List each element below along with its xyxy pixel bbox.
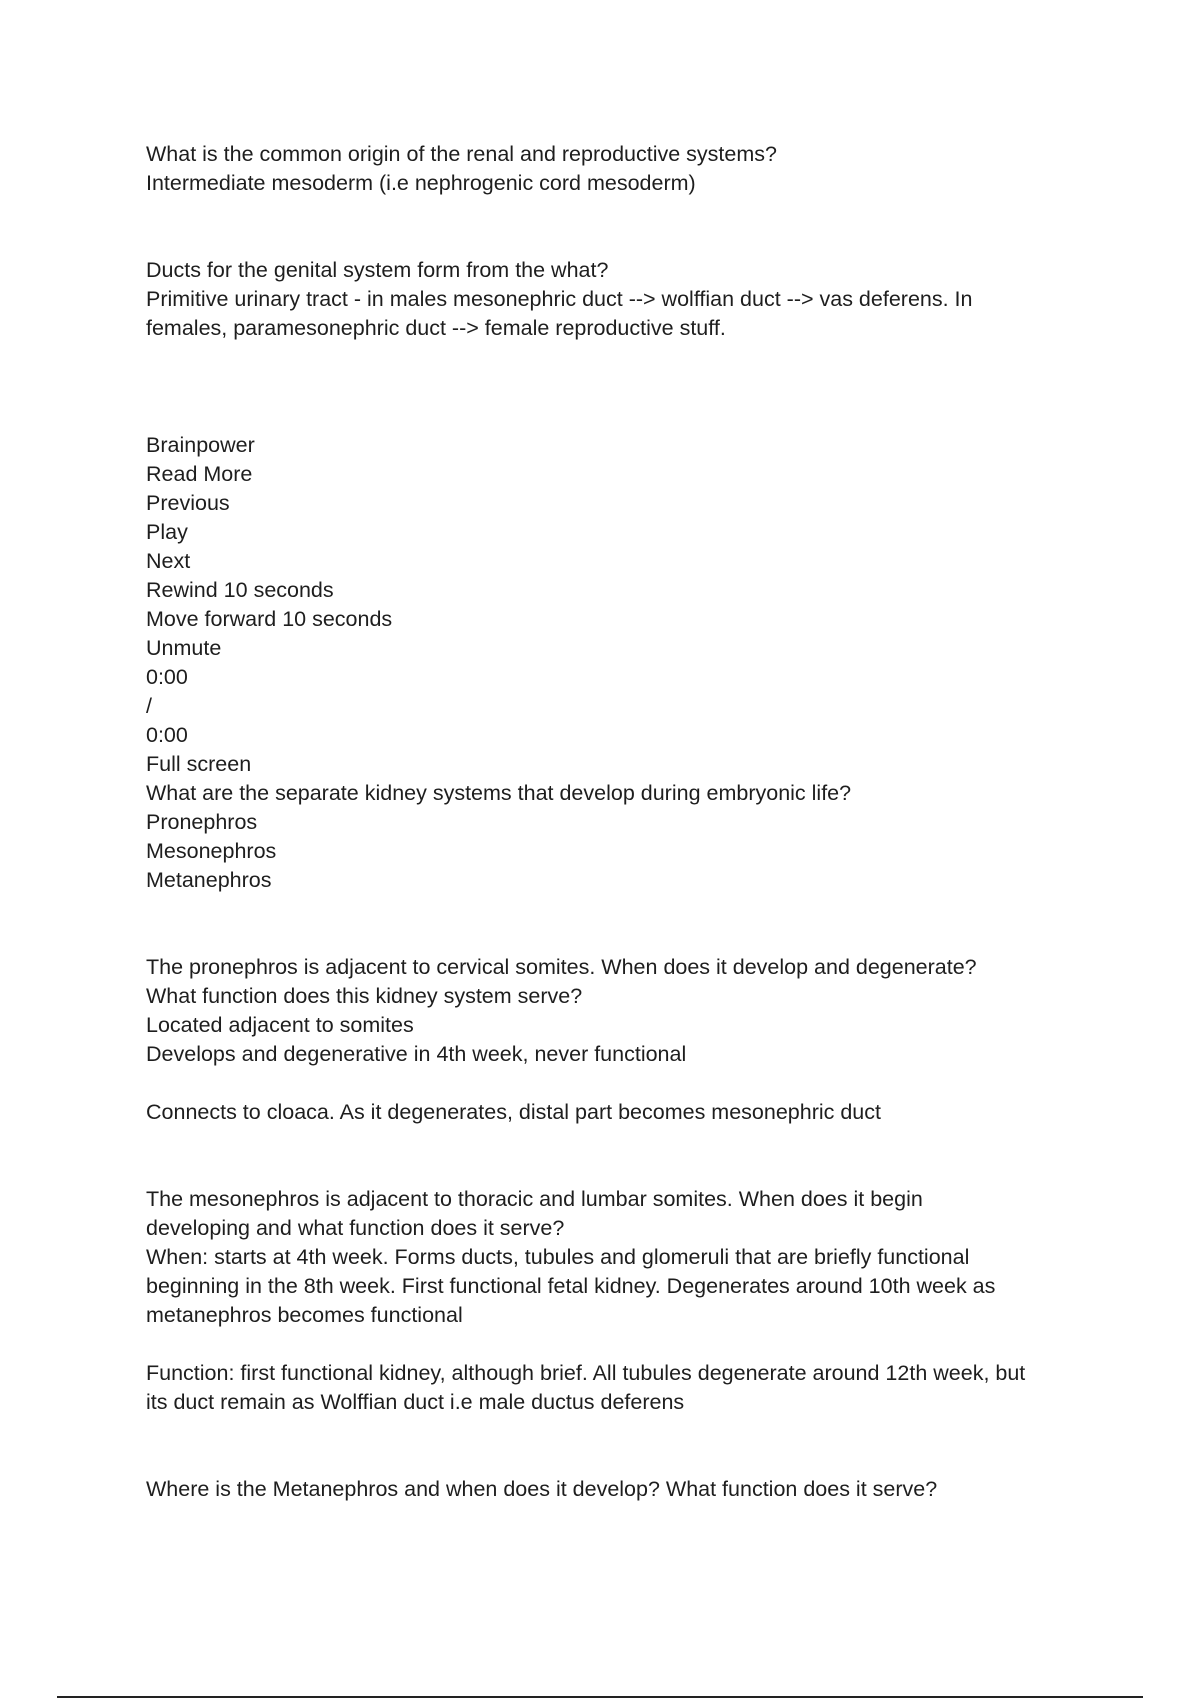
answer-text: Connects to cloaca. As it degenerates, distal part becomes mesonephric duct: [146, 1100, 881, 1124]
qa-block-kidney-systems: [146, 779, 1066, 895]
answer-text: Function: first functional kidney, although brief. All tubules degenerate around 12th week, but: [146, 1361, 1026, 1385]
play-button[interactable]: Play: [146, 520, 188, 544]
answer-text: beginning in the 8th week. First functional fetal kidney. Degenerates around 10th week as: [146, 1274, 996, 1298]
qa-block-pronephros: [146, 953, 1066, 1127]
current-time: 0:00: [146, 665, 188, 689]
rewind-button[interactable]: Rewind 10 seconds: [146, 578, 334, 602]
answer-text: Located adjacent to somites: [146, 1013, 414, 1037]
previous-button[interactable]: Previous: [146, 491, 230, 515]
forward-button[interactable]: Move forward 10 seconds: [146, 607, 393, 631]
read-more-link[interactable]: Read More: [146, 462, 253, 486]
question-text: The mesonephros is adjacent to thoracic and lumbar somites. When does it begin: [146, 1187, 923, 1211]
list-item: Mesonephros: [146, 839, 277, 863]
answer-text: Primitive urinary tract - in males mesonephric duct --> wolffian duct --> vas deferens. In: [146, 287, 973, 311]
answer-text: Intermediate mesoderm (i.e nephrogenic cord mesoderm): [146, 171, 696, 195]
brainpower-label: Brainpower: [146, 433, 255, 457]
question-text: What function does this kidney system serve?: [146, 984, 583, 1008]
question-text: developing and what function does it serve?: [146, 1216, 565, 1240]
answer-text: Develops and degenerative in 4th week, never functional: [146, 1042, 687, 1066]
question-text: What is the common origin of the renal and reproductive systems?: [146, 142, 777, 166]
answer-text: females, paramesonephric duct --> female reproductive stuff.: [146, 316, 726, 340]
qa-block-mesonephros: [146, 1185, 1066, 1417]
duration-time: 0:00: [146, 723, 188, 747]
qa-block-origin: [146, 140, 1066, 198]
answer-text: When: starts at 4th week. Forms ducts, tubules and glomeruli that are briefly functional: [146, 1245, 970, 1269]
question-text: The pronephros is adjacent to cervical somites. When does it develop and degenerate?: [146, 955, 977, 979]
answer-text: its duct remain as Wolffian duct i.e male ductus deferens: [146, 1390, 685, 1414]
answer-text: metanephros becomes functional: [146, 1303, 463, 1327]
unmute-button[interactable]: Unmute: [146, 636, 222, 660]
list-item: Metanephros: [146, 868, 272, 892]
qa-block-ducts: [146, 256, 1066, 343]
document-page: [146, 140, 1066, 1504]
qa-block-metanephros: [146, 1475, 1066, 1504]
page-bottom-rule: [57, 1696, 1143, 1698]
question-text: Where is the Metanephros and when does it develop? What function does it serve?: [146, 1477, 938, 1501]
question-text: Ducts for the genital system form from the what?: [146, 258, 609, 282]
video-player-controls: [146, 431, 1066, 779]
question-text: What are the separate kidney systems that develop during embryonic life?: [146, 781, 852, 805]
time-separator: /: [146, 694, 152, 718]
list-item: Pronephros: [146, 810, 258, 834]
fullscreen-button[interactable]: Full screen: [146, 752, 252, 776]
next-button[interactable]: Next: [146, 549, 191, 573]
